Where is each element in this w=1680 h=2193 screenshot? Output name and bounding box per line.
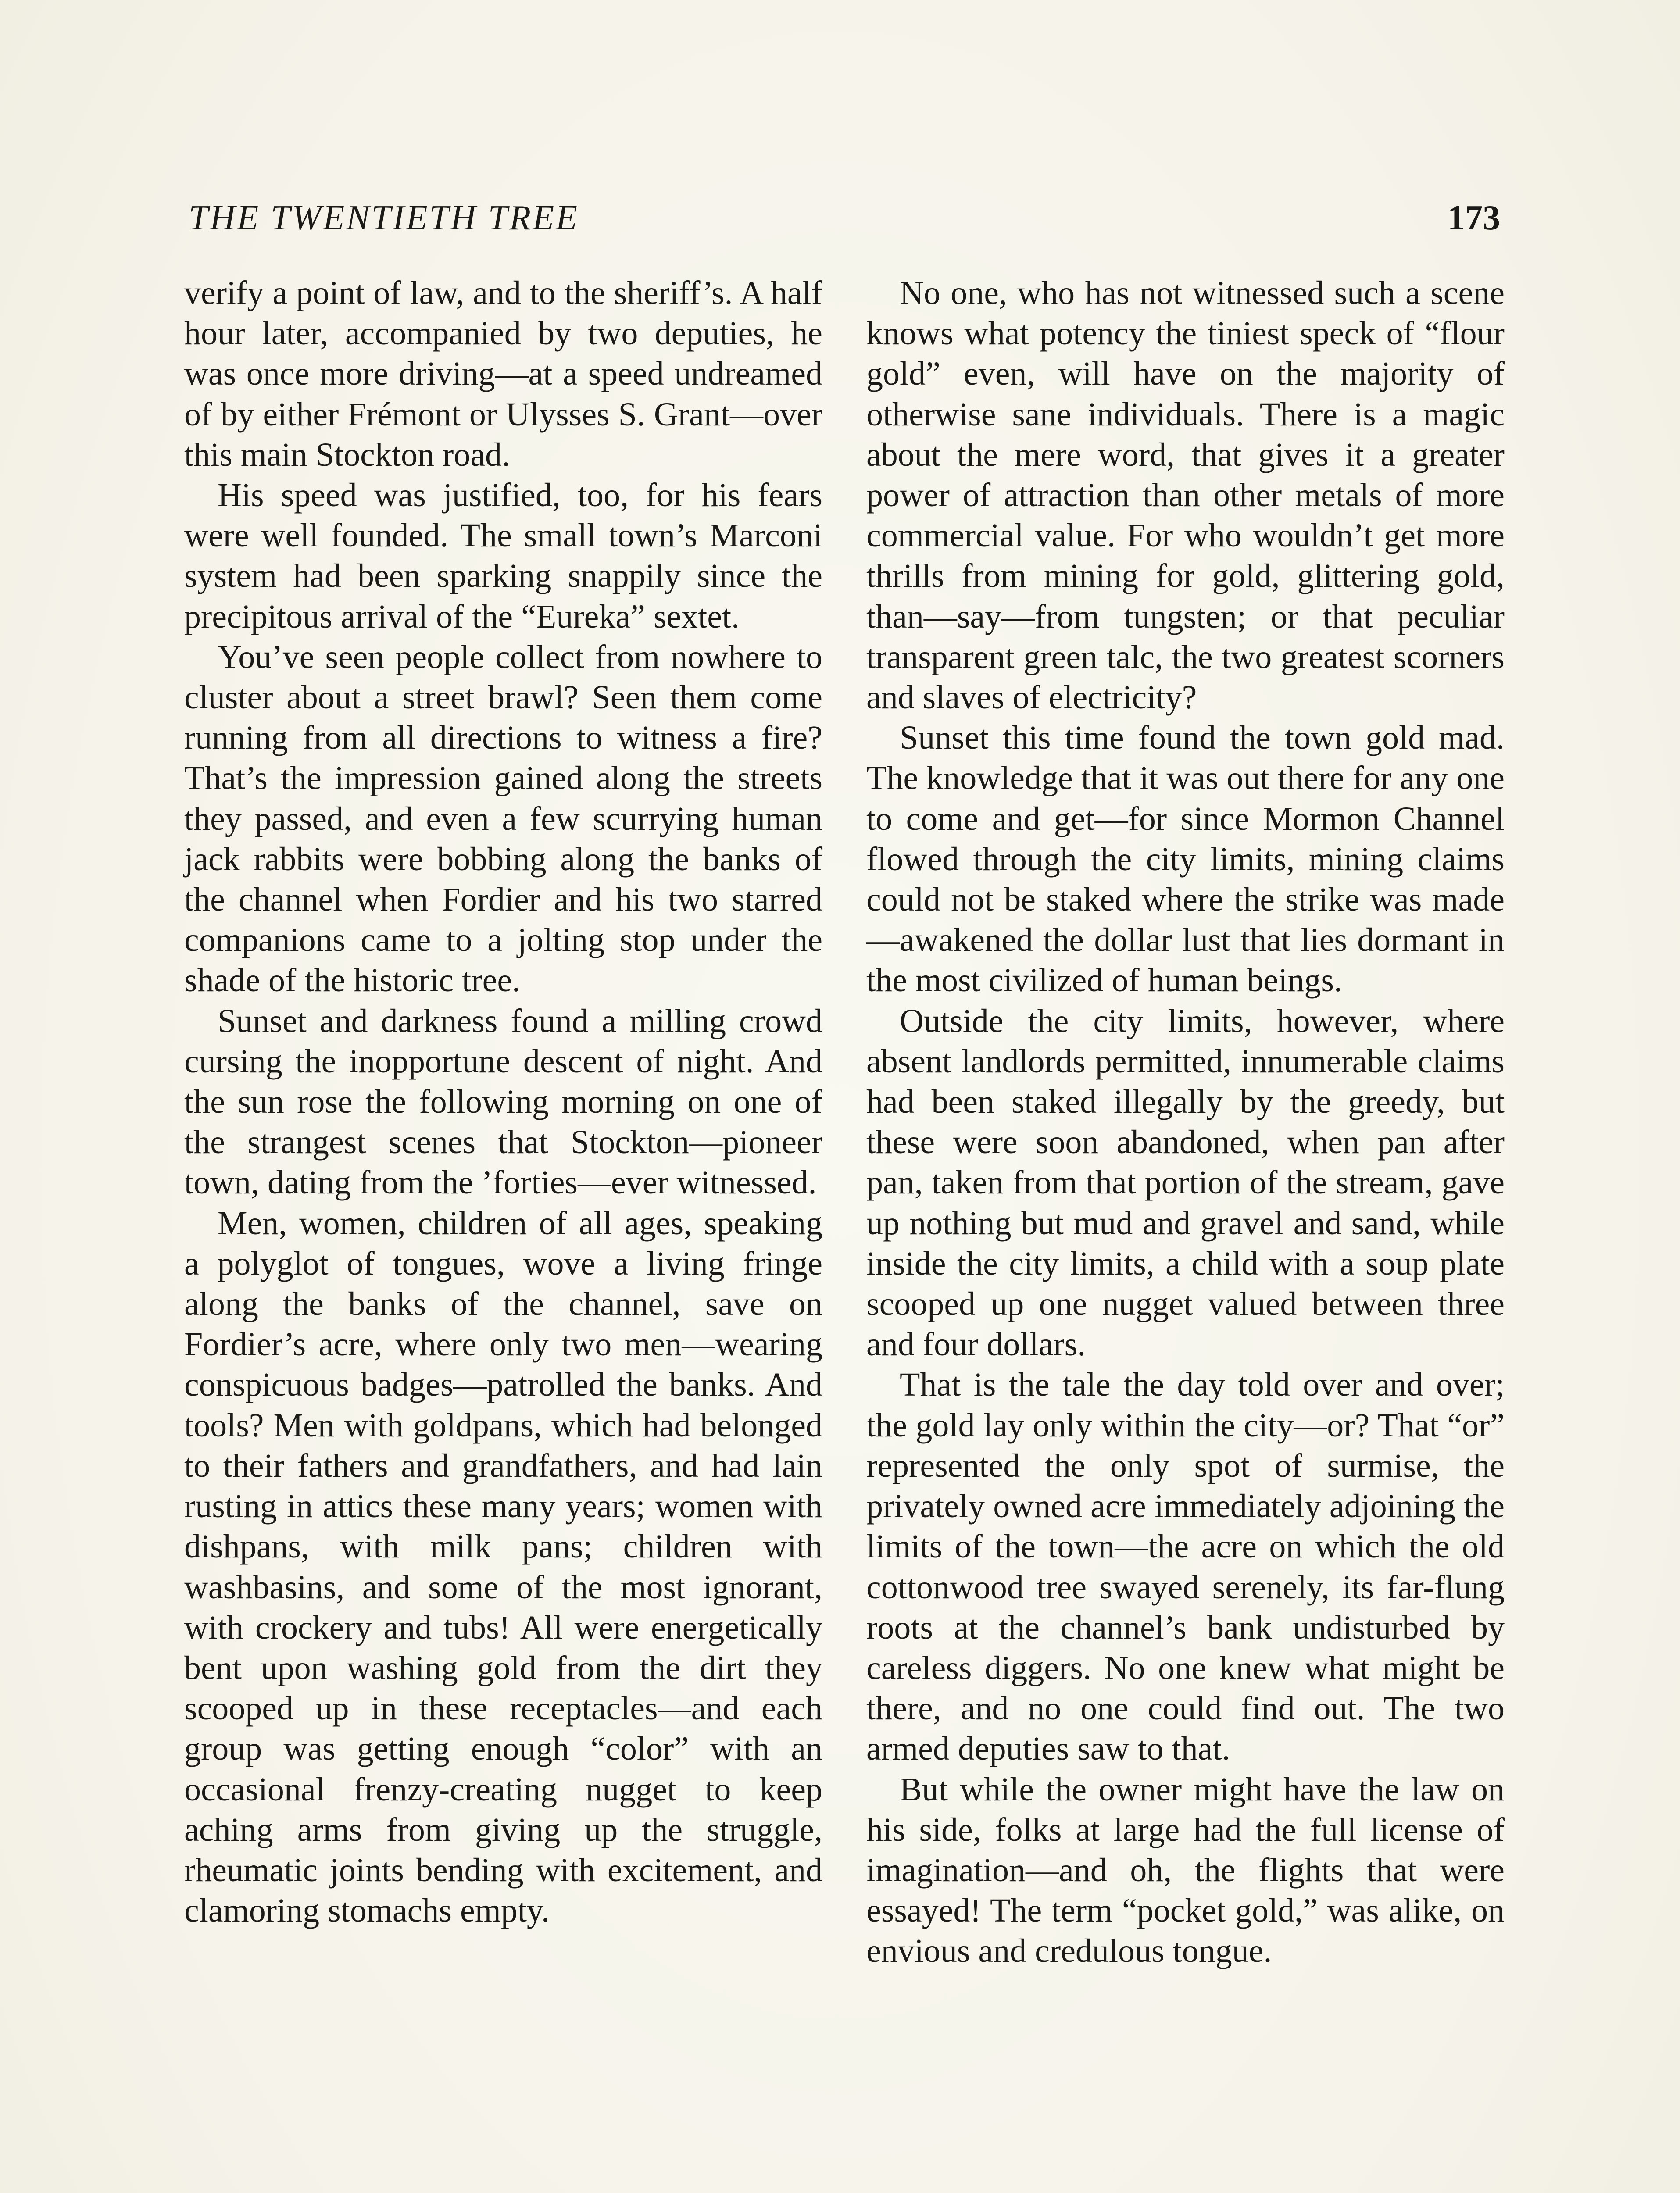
- running-title: THE TWENTIETH TREE: [189, 199, 579, 237]
- right-column: [866, 273, 1505, 1972]
- running-head: [189, 194, 1500, 242]
- paragraph: Outside the city limits, however, where absent landlords permitted, innumerable claims had been staked illegally by the greedy, but these were soon abandoned, when pan after pan, taken from that portion of the stream, gave up nothing but mud and gravel and sand, while inside the city limits, a child with a soup plate scooped up one nugget valued between three and four dollars.: [866, 1002, 1505, 1363]
- paragraph: You’ve seen people collect from nowhere to cluster about a street brawl? Seen them come running from all directions to witness a fire? That’s the impression gained along the streets they passed, and even a few scurrying human jack rabbits were bobbing along the banks of the channel when Fordier and his two starred companions came to a jolting stop under the shade of the historic tree.: [184, 638, 822, 999]
- paragraph: But while the owner might have the law on his side, folks at large had the full license of imagination—and oh, the flights that were essayed! The term “pocket gold,” was alike, on envious and credulous tongue.: [866, 1771, 1505, 1970]
- paragraph: That is the tale the day told over and over; the gold lay only within the city—or? That “or” represented the only spot of surmise, the privately owned acre immediately adjoining the limits of the town—the acre on which the old cottonwood tree swayed serenely, its far-flung roots at the channel’s bank undisturbed by careless diggers. No one knew what might be there, and no one could find out. The two armed deputies saw to that.: [866, 1366, 1505, 1768]
- page-number: 173: [1448, 199, 1500, 237]
- left-column: [184, 273, 822, 1931]
- paragraph: Sunset this time found the town gold mad. The knowledge that it was out there for any one to come and get—for since Mormon Channel flowed through the city limits, mining claims could not be staked where the strike was made—awakened the dollar lust that lies dormant in the most civilized of human beings.: [866, 719, 1505, 999]
- paragraph: verify a point of law, and to the sheriff’s. A half hour later, accompanied by two deputies, he was once more driving—at a speed undreamed of by either Frémont or Ulysses S. Grant—over this main Stockton road.: [184, 275, 822, 473]
- paragraph: Men, women, children of all ages, speaking a polyglot of tongues, wove a living fringe along the banks of the channel, save on Fordier’s acre, where only two men—wearing conspicuous badges—patrolled the banks. And tools? Men with goldpans, which had belonged to their fathers and grandfathers, and had lain rusting in attics these many years; women with dishpans, with milk pans; children with washbasins, and some of the most ignorant, with crockery and tubs! All were energetically bent upon washing gold from the dirt they scooped up in these receptacles—and each group was getting enough “color” with an occasional frenzy-creating nugget to keep aching arms from giving up the struggle, rheumatic joints bending with excitement, and clamoring stomachs empty.: [184, 1204, 822, 1929]
- paragraph: His speed was justified, too, for his fears were well founded. The small town’s Marconi system had been sparking snappily since the precipitous arrival of the “Eureka” sextet.: [184, 477, 822, 635]
- paragraph: Sunset and darkness found a milling crowd cursing the inopportune descent of night. And the sun rose the following morning on one of the strangest scenes that Stockton—pioneer town, dating from the ’forties—ever witnessed.: [184, 1002, 822, 1201]
- paragraph: No one, who has not witnessed such a scene knows what potency the tiniest speck of “flour gold” even, will have on the majority of otherwise sane individuals. There is a magic about the mere word, that gives it a greater power of attraction than other metals of more commercial value. For who wouldn’t get more thrills from mining for gold, glittering gold, than—say—from tungsten; or that peculiar transparent green talc, the two greatest scorners and slaves of electricity?: [866, 275, 1505, 716]
